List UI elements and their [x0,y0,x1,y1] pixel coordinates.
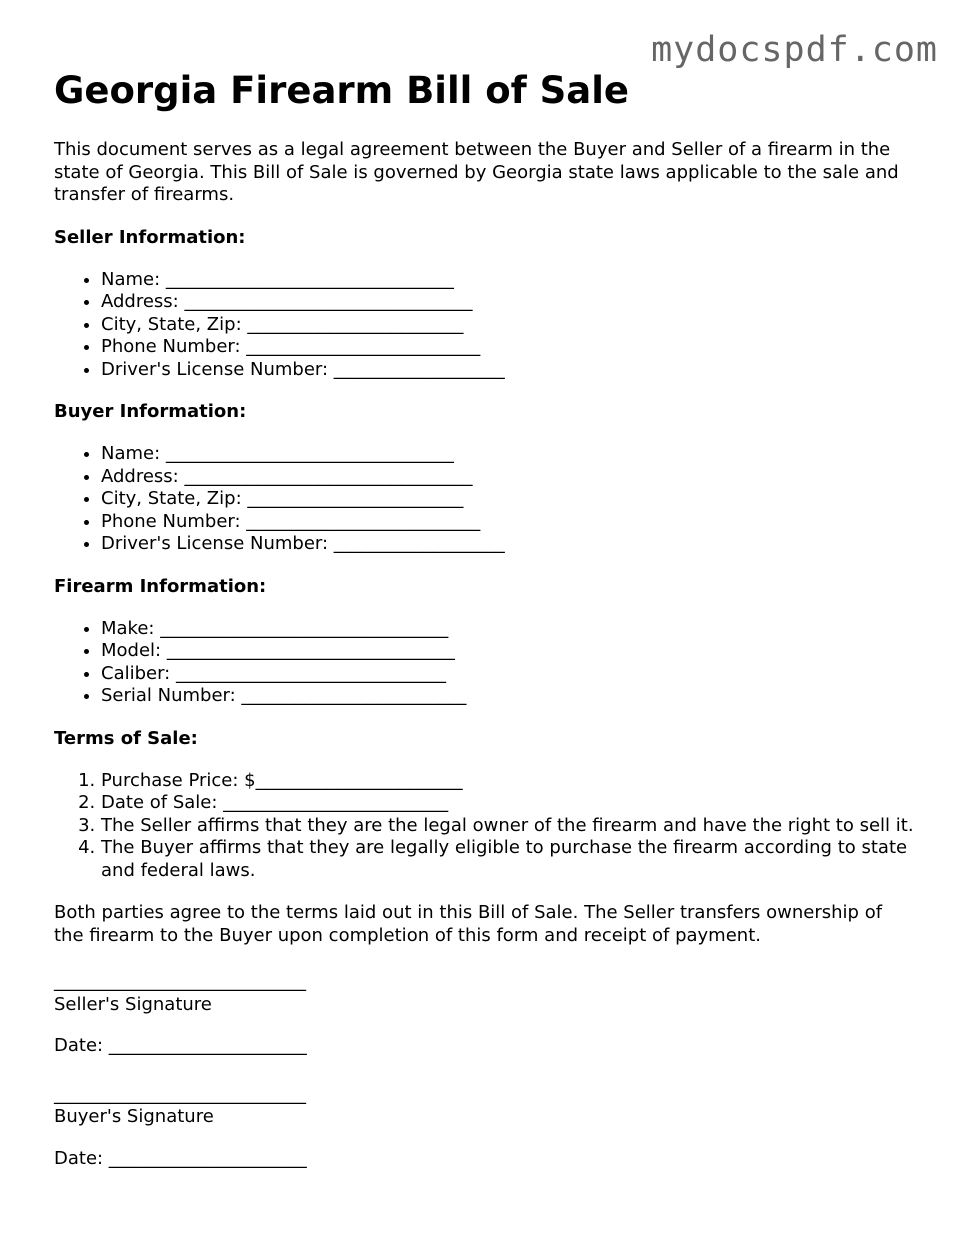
seller-signature-line: ____________________________ [54,971,306,992]
seller-signature-label: Seller's Signature [54,993,212,1015]
firearm-caliber-field: • Caliber: ______________________________ [101,663,914,686]
seller-name-field: • Name: ________________________________ [101,269,914,292]
seller-signature-block [54,971,914,1058]
watermark: mydocspdf.com [651,30,938,70]
buyer-license-field: • Driver's License Number: ___________________ [101,533,914,556]
terms-heading: Terms of Sale: [54,727,198,749]
seller-date-field: Date: ______________________ [54,1035,307,1056]
buyer-heading: Buyer Information: [54,401,247,422]
terms-date-field: 2. Date of Sale: _________________________ [101,792,914,815]
seller-city-field: • City, State, Zip: ________________________ [101,314,914,337]
document-page [54,66,914,1170]
seller-phone-field: • Phone Number: __________________________ [101,336,914,359]
document-title: Georgia Firearm Bill of Sale [54,69,630,112]
buyer-city-field: • City, State, Zip: ________________________ [101,488,914,511]
seller-heading: Seller Information: [54,226,246,248]
terms-price-field: 1. Purchase Price: $_______________________ [101,770,914,793]
buyer-address-field: • Address: ________________________________ [101,466,914,489]
buyer-signature-label: Buyer's Signature [54,1106,214,1127]
buyer-name-field: • Name: ________________________________ [101,443,914,466]
firearm-model-field: • Model: ________________________________ [101,640,914,663]
buyer-date-field: Date: ______________________ [54,1147,307,1169]
buyer-signature-block [54,1084,914,1171]
firearm-heading: Firearm Information: [54,575,267,597]
closing-paragraph: Both parties agree to the terms laid out in this Bill of Sale. The Seller transfers ownership of the firearm to the Buyer upon completion of this form and receipt of payment. [54,902,883,946]
seller-address-field: • Address: ________________________________ [101,291,914,314]
firearm-make-field: • Make: ________________________________ [101,618,914,641]
seller-license-field: • Driver's License Number: ___________________ [101,359,914,382]
firearm-info-list [54,618,914,708]
buyer-phone-field: • Phone Number: __________________________ [101,511,914,534]
intro-paragraph: This document serves as a legal agreement between the Buyer and Seller of a firearm in the state of Georgia. This Bill of Sale is governed by Georgia state laws applicable to the sale and transfer of firearms. [54,139,899,205]
terms-buyer-affirmation: 4. The Buyer affirms that they are legally eligible to purchase the firearm according to state and federal laws. [101,837,914,882]
buyer-signature-line: ____________________________ [54,1083,306,1105]
terms-seller-affirmation: 3. The Seller affirms that they are the legal owner of the firearm and have the right to sell it. [101,815,914,838]
seller-info-list [54,269,914,382]
terms-list [54,770,914,883]
firearm-serial-field: • Serial Number: _________________________ [101,685,914,708]
buyer-info-list [54,443,914,556]
